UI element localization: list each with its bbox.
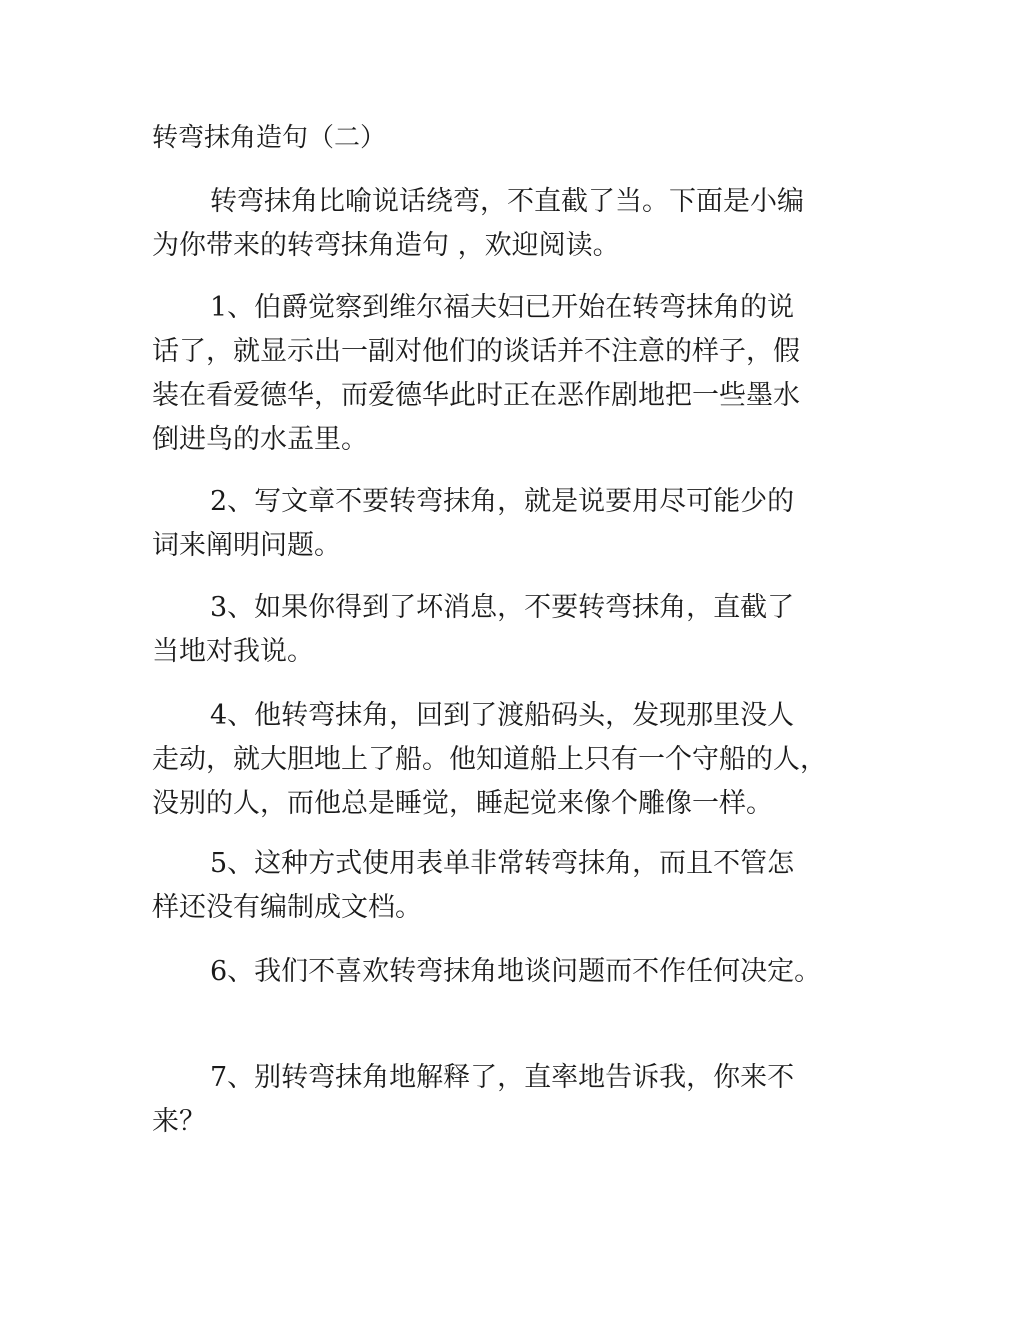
paragraph-line: 装在看爱德华，而爱德华此时正在恶作剧地把一些墨水 [152,380,800,411]
paragraph-line: 1、伯爵觉察到维尔福夫妇已开始在转弯抹角的说 [210,292,795,323]
sentence-3 [152,586,872,674]
paragraph-line: 7、别转弯抹角地解释了，直率地告诉我，你来不 [210,1062,795,1093]
sentence-5 [152,842,872,930]
paragraph-line: 词来阐明问题。 [152,530,341,561]
intro-paragraph [152,180,872,268]
sentence-2 [152,480,872,568]
paragraph-line: 3、如果你得到了坏消息，不要转弯抹角，直截了 [210,592,795,623]
sentence-6 [152,950,872,994]
paragraph-line: 话了，就显示出一副对他们的谈话并不注意的样子，假 [152,336,800,367]
paragraph-line: 走动，就大胆地上了船。他知道船上只有一个守船的人， [152,744,827,775]
sentence-7 [152,1056,872,1144]
sentence-4 [152,694,872,826]
paragraph-line: 样还没有编制成文档。 [152,892,422,923]
paragraph-line: 转弯抹角比喻说话绕弯，不直截了当。下面是小编 [210,186,804,217]
paragraph-line: 没别的人，而他总是睡觉，睡起觉来像个雕像一样。 [152,788,773,819]
paragraph-line: 来？ [152,1106,206,1137]
paragraph-line: 为你带来的转弯抹角造句 ，欢迎阅读。 [152,230,620,261]
paragraph-line: 6、我们不喜欢转弯抹角地谈问题而不作任何决定。 [210,956,822,987]
paragraph-line: 倒进鸟的水盂里。 [152,424,368,455]
paragraph-line: 5、这种方式使用表单非常转弯抹角，而且不管怎 [210,848,795,879]
paragraph-line: 当地对我说。 [152,636,314,667]
sentence-1 [152,286,872,462]
paragraph-line: 2、写文章不要转弯抹角，就是说要用尽可能少的 [210,486,795,517]
document-title: 转弯抹角造句（二） [152,123,387,153]
paragraph-line: 4、他转弯抹角，回到了渡船码头，发现那里没人 [210,700,795,731]
